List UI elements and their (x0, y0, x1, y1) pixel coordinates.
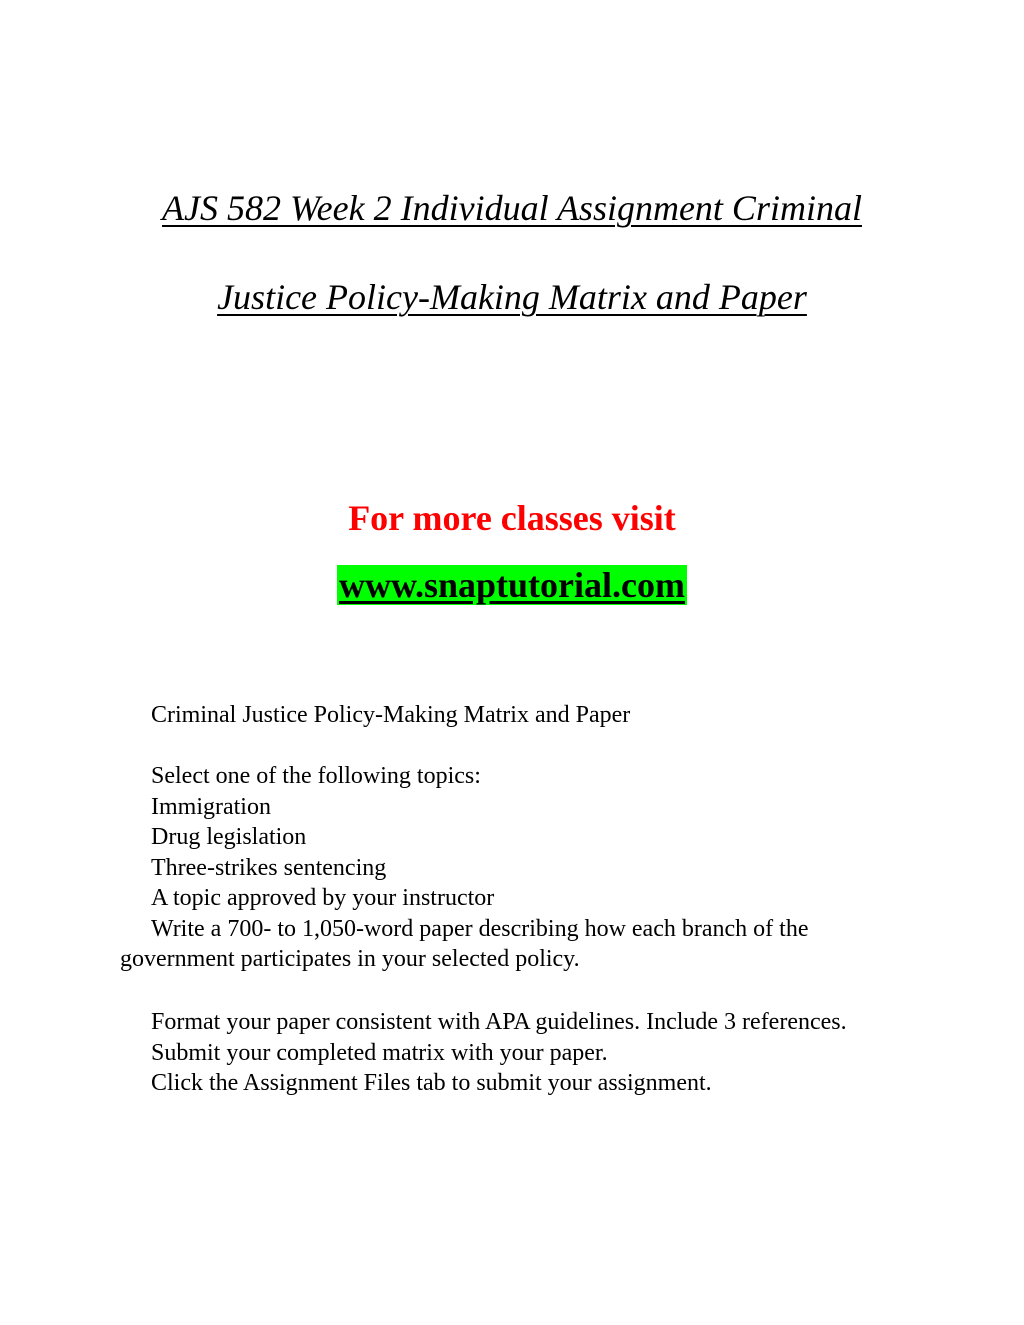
topic-item: A topic approved by your instructor (151, 885, 495, 911)
topic-item: Immigration (151, 793, 271, 820)
submit-files-instruction: Click the Assignment Files tab to submit your assignment. (151, 1070, 712, 1096)
format-instruction: Format your paper consistent with APA guidelines. Include 3 references. (151, 1009, 847, 1035)
document-title-line-2: Justice Policy-Making Matrix and Paper (217, 277, 807, 317)
document-title-line-1: AJS 582 Week 2 Individual Assignment Criminal (162, 188, 862, 228)
topic-item: Three-strikes sentencing (151, 854, 387, 881)
snaptutorial-link[interactable]: www.snaptutorial.com (338, 565, 685, 605)
topics-section (120, 761, 910, 975)
select-prompt: Select one of the following topics: (151, 763, 481, 789)
format-section (120, 1007, 910, 1099)
topic-item: Drug legislation (151, 824, 307, 850)
write-instruction: Write a 700- to 1,050-word paper describing how each branch of the government participates in your selected policy. (120, 915, 809, 972)
assignment-heading: Criminal Justice Policy-Making Matrix and Paper (151, 702, 631, 728)
promo-heading: For more classes visit (348, 498, 676, 538)
submit-matrix-instruction: Submit your completed matrix with your paper. (151, 1039, 608, 1066)
promo-link-container (0, 563, 1024, 607)
